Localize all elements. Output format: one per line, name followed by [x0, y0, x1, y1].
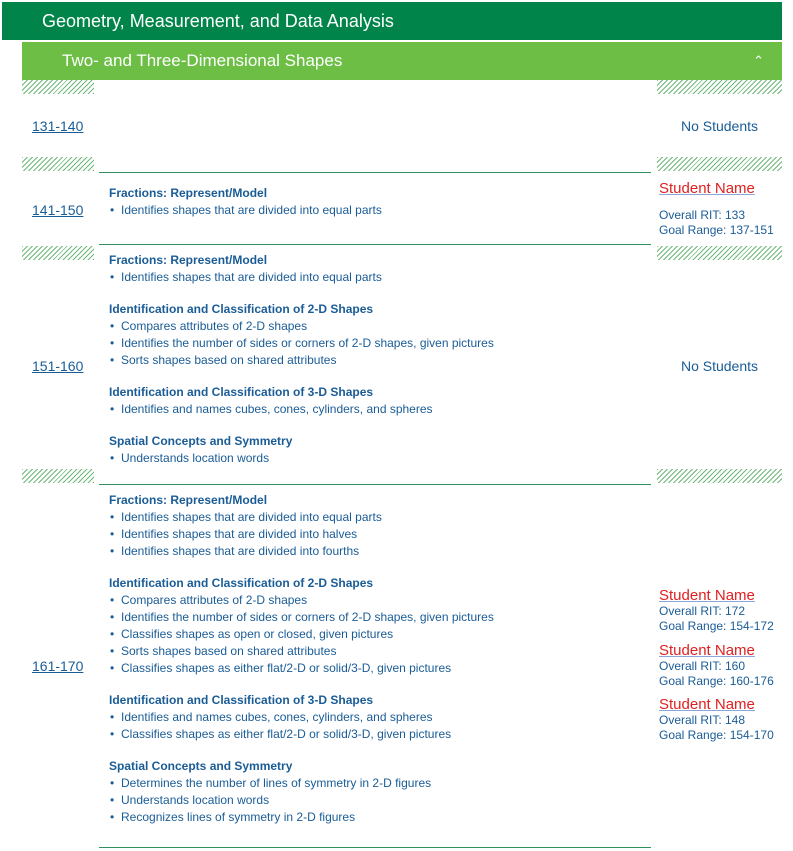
rit-range-cell — [22, 246, 94, 485]
skill-group — [109, 758, 645, 826]
skills-cell — [99, 80, 651, 173]
skill-group — [109, 433, 645, 467]
skill-item: • Identifies shapes that are divided into equal parts — [109, 509, 645, 526]
hatch-decoration — [657, 157, 782, 171]
rit-range-cell — [22, 486, 94, 848]
skill-group-title: Identification and Classification of 2-D Shapes — [109, 302, 374, 316]
rit-row — [22, 246, 782, 485]
student-goal-range: Goal Range: 154-170 — [659, 728, 774, 742]
subsection-title: Two- and Three-Dimensional Shapes — [62, 51, 343, 70]
rit-range-cell — [22, 174, 94, 245]
skill-item: • Identifies the number of sides or corners of 2-D shapes, given pictures — [109, 609, 645, 626]
skill-item: • Understands location words — [109, 792, 645, 809]
hatch-decoration — [22, 246, 94, 260]
skill-group — [109, 575, 645, 677]
divider — [99, 244, 651, 245]
skill-item: • Classifies shapes as open or closed, given pictures — [109, 626, 645, 643]
students-cell — [657, 486, 782, 848]
skill-group-title: Identification and Classification of 3-D Shapes — [109, 693, 374, 707]
skills-list — [109, 185, 645, 234]
skills-cell — [99, 174, 651, 245]
skill-group — [109, 692, 645, 743]
rit-range-link[interactable]: 151-160 — [32, 358, 84, 374]
skills-list — [109, 492, 645, 841]
skills-cell — [99, 246, 651, 485]
student-entry — [659, 180, 782, 238]
skill-group — [109, 384, 645, 418]
rit-range-link[interactable]: 131-140 — [32, 118, 84, 134]
student-name-link[interactable]: Student Name — [659, 696, 755, 713]
skill-group — [109, 185, 645, 219]
skill-item: • Classifies shapes as either flat/2-D or solid/3-D, given pictures — [109, 726, 645, 743]
students-cell — [657, 174, 782, 245]
student-goal-range: Goal Range: 154-172 — [659, 619, 774, 633]
student-rit: Overall RIT: 148 — [659, 713, 746, 727]
skill-item: • Identifies and names cubes, cones, cylinders, and spheres — [109, 401, 645, 418]
skill-group-title: Fractions: Represent/Model — [109, 186, 268, 200]
skill-item: • Understands location words — [109, 450, 645, 467]
skill-item: • Recognizes lines of symmetry in 2-D figures — [109, 809, 645, 826]
skill-group — [109, 492, 645, 560]
hatch-decoration — [22, 157, 94, 171]
student-goal-range: Goal Range: 160-176 — [659, 674, 774, 688]
rit-row — [22, 486, 782, 848]
rit-row — [22, 80, 782, 173]
rit-range-cell — [22, 80, 94, 173]
student-entry — [659, 642, 782, 689]
skill-item: • Identifies and names cubes, cones, cylinders, and spheres — [109, 709, 645, 726]
student-name-link[interactable]: Student Name — [659, 642, 755, 659]
skill-group-title: Spatial Concepts and Symmetry — [109, 434, 293, 448]
skill-group-title: Identification and Classification of 3-D Shapes — [109, 385, 374, 399]
skills-cell — [99, 486, 651, 848]
skill-item: • Identifies shapes that are divided into equal parts — [109, 202, 645, 219]
skill-item: • Identifies shapes that are divided into equal parts — [109, 269, 645, 286]
section-header — [2, 2, 782, 40]
student-entry — [659, 696, 782, 743]
hatch-decoration — [657, 80, 782, 94]
hatch-decoration — [22, 469, 94, 483]
hatch-decoration — [22, 80, 94, 94]
student-goal-range: Goal Range: 137-151 — [659, 223, 774, 237]
skill-group-title: Fractions: Represent/Model — [109, 493, 268, 507]
chevron-up-icon[interactable]: ⌃ — [753, 53, 764, 68]
skill-item: • Sorts shapes based on shared attributes — [109, 643, 645, 660]
hatch-decoration — [657, 469, 782, 483]
skill-group-title: Spatial Concepts and Symmetry — [109, 759, 293, 773]
hatch-decoration — [657, 246, 782, 260]
divider — [99, 484, 651, 485]
student-entry — [659, 587, 782, 634]
skill-item: • Identifies the number of sides or corners of 2-D shapes, given pictures — [109, 335, 645, 352]
skill-group — [109, 301, 645, 369]
skill-item: • Compares attributes of 2-D shapes — [109, 318, 645, 335]
rit-row — [22, 174, 782, 245]
skill-item: • Classifies shapes as either flat/2-D or solid/3-D, given pictures — [109, 660, 645, 677]
student-name-link[interactable]: Student Name — [659, 180, 755, 197]
section-title: Geometry, Measurement, and Data Analysis — [42, 11, 394, 31]
divider — [99, 172, 651, 173]
students-cell — [657, 80, 782, 173]
rit-range-link[interactable]: 141-150 — [32, 202, 84, 218]
skills-list — [109, 252, 645, 482]
student-name-link[interactable]: Student Name — [659, 587, 755, 604]
no-students-text: No Students — [680, 358, 759, 374]
student-rit: Overall RIT: 133 — [659, 208, 746, 222]
skill-group-title: Fractions: Represent/Model — [109, 253, 268, 267]
skill-item: • Compares attributes of 2-D shapes — [109, 592, 645, 609]
rit-range-link[interactable]: 161-170 — [32, 658, 84, 674]
skill-item: • Sorts shapes based on shared attributes — [109, 352, 645, 369]
skill-group-title: Identification and Classification of 2-D Shapes — [109, 576, 374, 590]
student-rit: Overall RIT: 160 — [659, 659, 746, 673]
subsection-header[interactable] — [22, 42, 782, 80]
student-rit: Overall RIT: 172 — [659, 604, 746, 618]
no-students-text: No Students — [680, 118, 759, 134]
divider — [99, 847, 651, 848]
skill-item: • Identifies shapes that are divided into halves — [109, 526, 645, 543]
students-cell — [657, 246, 782, 485]
skill-item: • Identifies shapes that are divided into fourths — [109, 543, 645, 560]
skill-item: • Determines the number of lines of symmetry in 2-D figures — [109, 775, 645, 792]
skill-group — [109, 252, 645, 286]
